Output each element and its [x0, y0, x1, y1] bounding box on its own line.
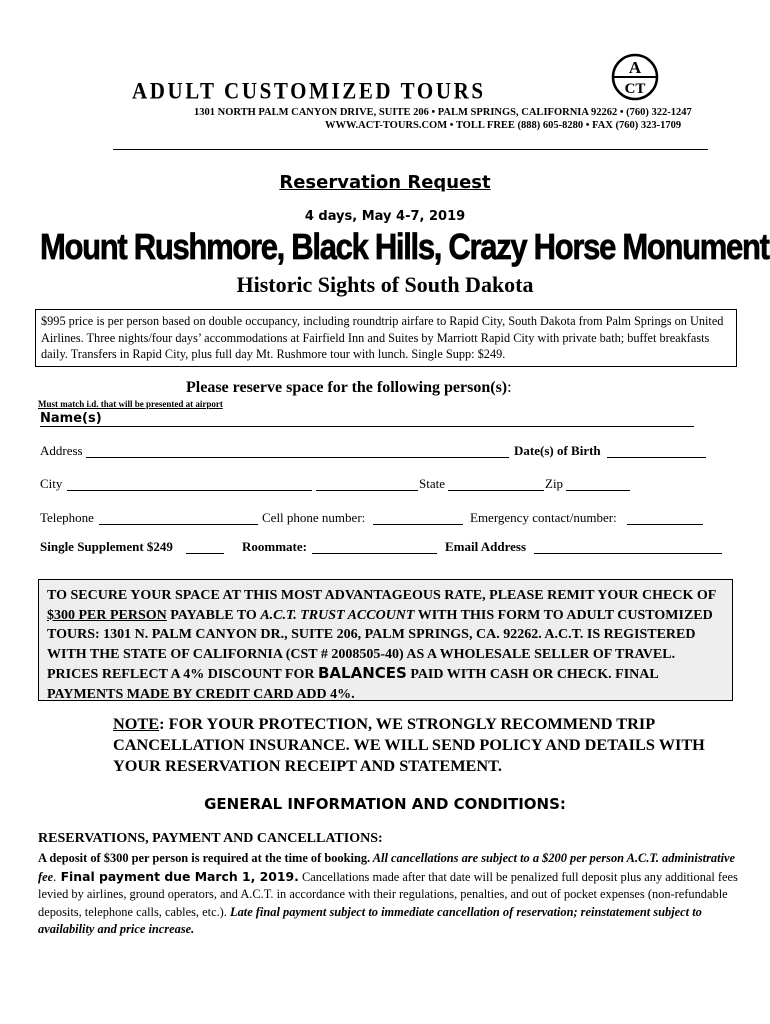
address-label: Address	[40, 443, 83, 458]
terms-deposit: A deposit of $300 per person is required at the time of booking.	[38, 851, 371, 865]
secure-balances: BALANCES	[317, 664, 407, 682]
zip-label: Zip	[545, 476, 564, 491]
company-address: 1301 NORTH PALM CANYON DRIVE, SUITE 206 • PALM SPRINGS, CALIFORNIA 92262 • (760) 322-1247	[194, 107, 692, 118]
company-contact: WWW.ACT-TOURS.COM • TOLL FREE (888) 605-8280 • FAX (760) 323-1709	[325, 120, 682, 131]
note-text: : FOR YOUR PROTECTION, WE STRONGLY RECOMMEND TRIP CANCELLATION INSURANCE. WE WILL SEND POLICY AND DETAILS WITH YOUR RESERVATION RECEIPT AND STATEMENT.	[113, 714, 705, 775]
price-description-box: $995 price is per person based on double occupancy, including roundtrip airfare to Rapid City, South Dakota from Palm Springs on United Airlines. Three nights/four days’ accommodations at Fairfield Inn and Suites by Marriott Rapid City with private bath; buffet breakfasts daily. Transfers in Rapid City, plus full day Mt. Rushmore tour with lunch. Single Supp: $249.	[35, 309, 737, 367]
roommate-field[interactable]	[312, 553, 437, 554]
state-label: State	[419, 476, 445, 491]
city-extra-field[interactable]	[316, 490, 418, 491]
terms-body: Cancellations made after that date will be penalized full deposit plus any additional fees levied by airlines, ground operators, and A.C.T. in accordance with their regulations, penalties, and out of pocket expenses (non-refundable deposits, telephone calls, cables, etc.).	[38, 869, 738, 919]
reserve-colon: :	[507, 379, 512, 396]
emergency-field[interactable]	[627, 524, 703, 525]
cell-field[interactable]	[373, 524, 463, 525]
dob-label: Date(s) of Birth	[514, 443, 601, 458]
email-field[interactable]	[534, 553, 722, 554]
terms-final-due: Final payment due March 1, 2019.	[56, 868, 299, 884]
city-field[interactable]	[67, 490, 312, 491]
trip-dates: 4 days, May 4-7, 2019	[304, 209, 466, 224]
email-label: Email Address	[445, 539, 527, 554]
terms-late: Late final payment subject to immediate cancellation of reservation; reinstatement subject to availability and price increase.	[38, 904, 702, 937]
names-label-underline	[40, 426, 98, 427]
state-field[interactable]	[448, 490, 544, 491]
company-name: ADULT CUSTOMIZED TOURS	[132, 77, 486, 104]
terms-paragraph	[38, 850, 738, 939]
tour-subtitle: Historic Sights of South Dakota	[236, 272, 534, 297]
single-supp-label: Single Supplement $249	[40, 539, 173, 554]
address-field[interactable]	[86, 457, 509, 458]
terms-period: .	[53, 869, 57, 884]
secure-payee: A.C.T. TRUST ACCOUNT	[260, 607, 415, 623]
secure-part2: PAYABLE TO	[166, 607, 261, 623]
id-match-note: Must match i.d. that will be presented at airport	[38, 399, 223, 409]
emergency-label: Emergency contact/number:	[470, 510, 617, 525]
general-info-heading: GENERAL INFORMATION AND CONDITIONS:	[204, 795, 566, 813]
logo-bottom-text: CT	[624, 81, 646, 97]
insurance-note	[113, 713, 723, 776]
secure-part1: TO SECURE YOUR SPACE AT THIS MOST ADVANTAGEOUS RATE, PLEASE REMIT YOUR CHECK OF	[47, 588, 716, 603]
reserve-heading-text: Please reserve space for the following person(s)	[186, 379, 508, 396]
telephone-field[interactable]	[99, 524, 258, 525]
reserve-heading	[186, 379, 512, 397]
secure-part3: WITH THIS FORM TO ADULT CUSTOMIZED TOURS: 1301 N. PALM CANYON DR., SUITE 206, PALM SPRINGS, CA. 92262. A.C.T. IS REGISTERED WITH THE STATE OF CALIFORNIA (CST # 2008505-40) AS A WHOLESALE SELLER OF TRAVEL. PRICES REFLECT A 4% DISCOUNT FOR	[47, 607, 713, 682]
names-label: Name(s)	[40, 411, 102, 426]
dob-field[interactable]	[607, 457, 706, 458]
payment-instructions-box	[38, 579, 733, 701]
header-divider	[113, 149, 708, 150]
secure-amount: $300 PER PERSON	[47, 607, 167, 623]
telephone-label: Telephone	[40, 510, 94, 525]
terms-cancel-fee: All cancellations are subject to a $200 per person A.C.T. administrative fee	[38, 851, 736, 884]
logo-top-text: A	[628, 58, 642, 77]
secure-part4: PAID WITH CASH OR CHECK. FINAL PAYMENTS MADE BY CREDIT CARD ADD 4%.	[47, 667, 658, 702]
city-label: City	[40, 476, 63, 491]
act-logo	[610, 52, 660, 102]
zip-field[interactable]	[566, 490, 630, 491]
note-label: NOTE	[113, 714, 160, 733]
payment-cancellation-heading: RESERVATIONS, PAYMENT AND CANCELLATIONS:	[38, 831, 383, 846]
single-supp-field[interactable]	[186, 553, 224, 554]
cell-label: Cell phone number:	[262, 510, 366, 525]
reservation-title: Reservation Request	[279, 172, 491, 193]
names-field[interactable]	[98, 426, 694, 427]
roommate-label: Roommate:	[242, 539, 307, 554]
tour-headline: Mount Rushmore, Black Hills, Crazy Horse Monument	[40, 226, 769, 268]
